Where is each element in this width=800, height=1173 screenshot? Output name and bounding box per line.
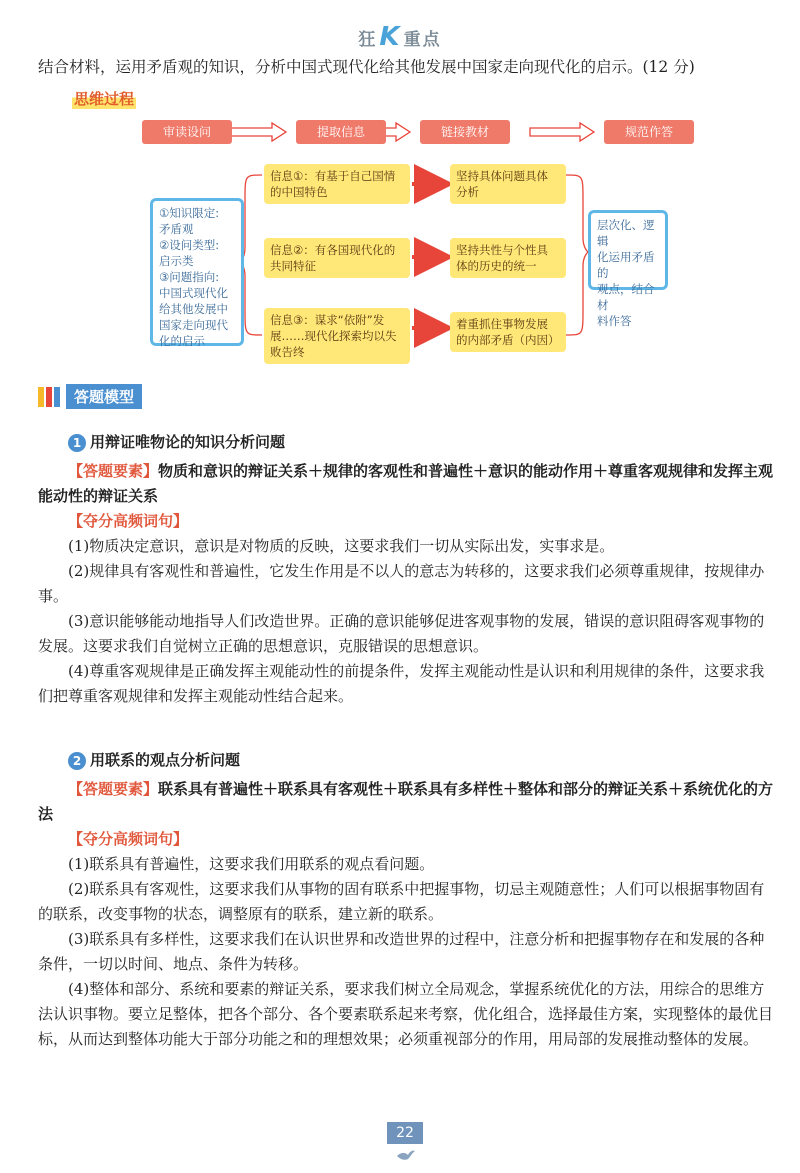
info-box-3 [264,308,410,364]
part-title [68,430,778,455]
knowledge-line: 的内部矛盾（内因） [456,333,560,347]
paragraph: (4)尊重客观规律是正确发挥主观能动性的前提条件，发挥主观能动性是认识和利用规律的条件，这要求我们把尊重客观规律和发挥主观能动性结合起来。 [38,662,765,705]
section-header [38,384,142,409]
knowledge-line: 坚持共性与个性具 [456,243,548,257]
info-line: 展……现代化探索均以失 [270,329,397,343]
answer-line: 观点，结合材 [597,282,655,312]
knowledge-line: 坚持具体问题具体 [456,169,548,183]
knowledge-line: 分析 [456,185,479,199]
page-number: 22 [387,1122,423,1144]
info-line: 共同特征 [270,259,316,273]
paragraph: (3)联系具有多样性，这要求我们在认识世界和改造世界的过程中，注意分析和把握事物存在和发展的各种条件，一切以时间、地点、条件为转移。 [38,930,765,973]
info-line: 信息②：有各国现代化的 [270,243,396,257]
knowledge-box-2 [450,238,566,278]
analysis-box [150,198,244,346]
info-box-1 [264,164,410,204]
step-extract-info: 提取信息 [296,120,386,144]
analysis-line: ②设问类型: [159,238,220,252]
analysis-line: 中国式现代化 [159,286,228,300]
step-arrow [222,123,594,141]
analysis-line: 化的启示 [159,334,205,348]
number-badge: 1 [68,434,86,452]
question-text: 结合材料，运用矛盾观的知识，分析中国式现代化给其他发展中国家走向现代化的启示。(12 分) [38,58,695,76]
header-title-right: 重点 [403,30,442,50]
knowledge-box-3 [450,312,566,352]
section-title: 答题模型 [66,384,142,409]
elements-text: 联系具有普遍性＋联系具有客观性＋联系具有多样性＋整体和部分的辩证关系＋系统优化的方法 [38,780,774,823]
analysis-line: 国家走向现代 [159,318,228,332]
answer-line: 化运用矛盾的 [597,250,655,280]
knowledge-box-1 [450,164,566,204]
analysis-line: ①知识限定: [159,206,220,220]
knowledge-line: 着重抓住事物发展 [456,317,548,331]
analysis-line: 矛盾观 [159,222,194,236]
phrases-heading [38,509,778,534]
header-title-k: K [379,22,402,52]
phrases-heading [38,827,778,852]
part-title-text: 用辩证唯物论的知识分析问题 [90,433,286,451]
paragraph: (2)联系具有客观性，这要求我们从事物的固有联系中把握事物，切忌主观随意性；人们可以根据事物固有的联系，改变事物的状态，调整原有的联系，建立新的联系。 [38,880,765,923]
paragraph: (3)意识能够能动地指导人们改造世界。正确的意识能够促进客观事物的发展，错误的意识阻碍客观事物的发展。这要求我们自觉树立正确的思想意识，克服错误的思想意识。 [38,612,765,655]
elements-text: 物质和意识的辩证关系＋规律的客观性和普遍性＋意识的能动作用＋尊重客观规律和发挥主观能动性的辩证关系 [38,462,774,505]
part-title-text: 用联系的观点分析问题 [90,751,241,769]
analysis-line: 启示类 [159,254,194,268]
paragraph: (4)整体和部分、系统和要素的辩证关系，要求我们树立全局观念，掌握系统优化的方法，用综合的思维方法认识事物。要立足整体，把各个部分、各个要素联系起来考察，优化组合，选择最佳方案，实现整体的最优目标，从而达到整体功能大于部分功能之和的理想效果；必须重视部分的作用，用局部的发展推动整体的发展。 [38,980,774,1048]
step-answer: 规范作答 [604,120,694,144]
answer-line: 层次化、逻辑 [597,218,655,248]
paragraph: (2)规律具有客观性和普遍性，它发生作用是不以人的意志为转移的，这要求我们必须尊重规律，按规律办事。 [38,562,765,605]
bird-icon [396,1148,416,1162]
step-read-question: 审读设问 [142,120,232,144]
part-1 [38,430,778,709]
right-bracket [566,175,588,335]
part-title [68,748,778,773]
info-line: 败告终 [270,345,305,359]
answer-line: 料作答 [597,314,632,328]
header-title-left: 狂 [358,30,378,50]
books-icon [38,387,62,407]
knowledge-line: 体的历史的统一 [456,259,537,273]
answer-elements [38,777,778,827]
answer-box [588,210,668,328]
paragraph: (1)物质决定意识，意识是对物质的反映，这要求我们一切从实际出发，实事求是。 [68,537,615,555]
step-link-textbook: 链接教材 [420,120,510,144]
info-box-2 [264,238,410,278]
answer-elements [38,459,778,509]
info-line: 的中国特色 [270,185,328,199]
thinking-process-label: 思维过程 [74,90,135,108]
analysis-line: 给其他发展中 [159,302,228,316]
part-2 [38,748,778,1052]
elements-tag: 【答题要素】 [68,462,159,480]
phrases-tag: 【夺分高频词句】 [68,512,189,530]
number-badge: 2 [68,752,86,770]
analysis-line: ③问题指向: [159,270,220,284]
paragraph: (1)联系具有普遍性，这要求我们用联系的观点看问题。 [68,855,435,873]
info-line: 信息①：有基于自己国情 [270,169,396,183]
phrases-tag: 【夺分高频词句】 [68,830,189,848]
elements-tag: 【答题要素】 [68,780,159,798]
info-line: 信息③：谋求“依附”发 [270,313,385,327]
